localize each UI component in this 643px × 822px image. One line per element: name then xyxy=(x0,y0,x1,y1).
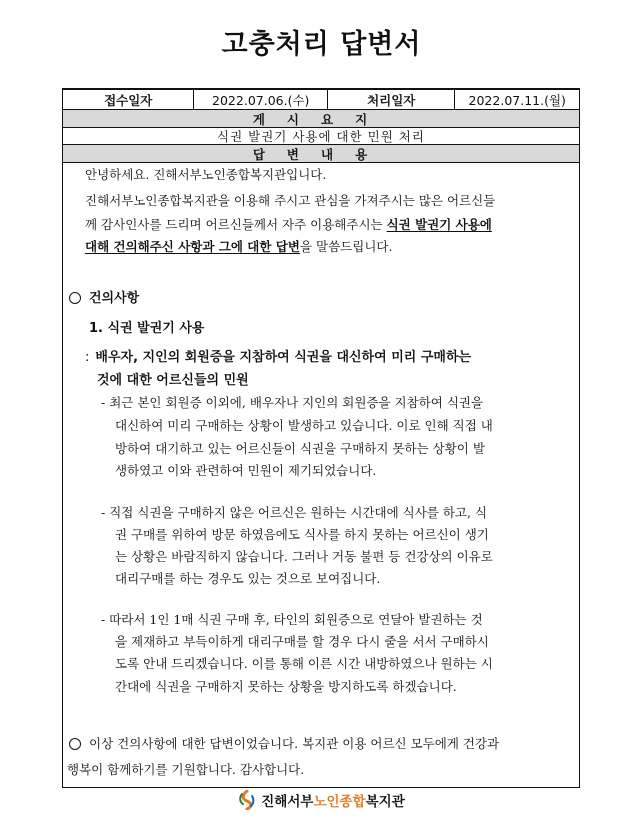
receipt-date-label: 접수일자 xyxy=(63,90,194,109)
bullet-2-line-4: 대리구매를 하는 경우도 있는 것으로 보여집니다. xyxy=(115,571,381,586)
receipt-date-value: 2022.07.06.(수) xyxy=(194,90,327,109)
org-name-part-1: 진해서부 xyxy=(261,794,314,810)
bullet-1-line-3: 방하여 대기하고 있는 어르신들이 식권을 구매하지 못하는 상황이 발 xyxy=(115,441,485,456)
bullet-1-line-2: 대신하여 미리 구매하는 상황이 발생하고 있습니다. 이로 인해 직접 내 xyxy=(115,418,493,433)
closing-line-1: 이상 건의사항에 대한 답변이었습니다. 복지관 이용 어르신 모두에게 건강과 xyxy=(69,733,499,755)
intro-line-3-emphasis: 식권 발권기 사용에 xyxy=(386,217,492,232)
bullet-2-line-3: 는 상황은 바람직하지 않습니다. 그러나 거동 불편 등 건강상의 이유로 xyxy=(115,549,493,564)
bullet-3-line-1: - 따라서 1인 1매 식권 구매 후, 타인의 회원증으로 연달아 발권하는 것 xyxy=(101,612,483,627)
bullet-2-line-2: 권 구매를 위하여 방문 하였음에도 식사를 하지 못하는 어르신이 생기 xyxy=(115,527,489,542)
sub-item-line-2: 것에 대한 어르신들의 민원 xyxy=(97,373,249,388)
circle-bullet-icon xyxy=(69,738,81,750)
footer-org xyxy=(0,790,643,814)
item-heading: 1. 식권 발권기 사용 xyxy=(89,321,205,336)
sub-item-marker: : xyxy=(85,350,90,365)
intro-line-1: 안녕하세요. 진해서부노인종합복지관입니다. xyxy=(85,167,327,182)
answer-heading: 답변내용 xyxy=(63,145,579,163)
process-date-label: 처리일자 xyxy=(328,90,456,109)
sub-item-line-1: : 배우자, 지인의 회원증을 지참하여 식권을 대신하여 미리 구매하는 xyxy=(85,350,472,365)
org-name-part-2: 노인종합 xyxy=(313,794,366,810)
section-heading: 건의사항 xyxy=(69,288,139,310)
form-frame xyxy=(62,88,580,788)
document-title: 고충처리 답변서 xyxy=(221,29,422,60)
intro-line-4-text: 을 말씀드립니다. xyxy=(299,239,393,254)
process-date-value: 2022.07.11.(월) xyxy=(468,92,566,108)
bullet-3-line-3: 도록 안내 드리겠습니다. 이를 통해 이른 시간 내방하였으나 원하는 시 xyxy=(115,656,493,671)
bullet-2-line-1: - 직접 식권을 구매하지 않은 어르신은 원하는 시간대에 식사를 하고, 식 xyxy=(101,505,488,520)
bullet-3-line-2: 을 제재하고 부득이하게 대리구매를 할 경우 다시 줄을 서서 구매하시 xyxy=(115,634,489,649)
bullet-1-line-4: 생하였고 이와 관련하여 민원이 제기되었습니다. xyxy=(115,463,377,478)
intro-line-4-emphasis: 대해 건의해주신 사항과 그에 대한 답변 xyxy=(85,239,300,254)
intro-line-4 xyxy=(85,236,392,258)
summary-text: 식권 발권기 사용에 대한 민원 처리 xyxy=(63,128,579,145)
intro-line-2: 진해서부노인종합복지관을 이용해 주시고 관심을 가져주시는 많은 어르신들 xyxy=(85,193,496,208)
closing-line-2: 행복이 함께하기를 기원합니다. 감사합니다. xyxy=(67,762,305,777)
intro-line-3 xyxy=(85,214,492,236)
welfare-center-logo-icon xyxy=(238,790,256,814)
date-row xyxy=(63,90,579,110)
circle-bullet-icon xyxy=(69,292,81,304)
bullet-3-line-4: 간대에 식권을 구매하지 못하는 상황을 방지하도록 하겠습니다. xyxy=(115,679,457,694)
intro-line-3-text: 께 감사인사를 드리며 어르신들께서 자주 이용해주시는 xyxy=(85,217,387,232)
summary-heading: 게시요지 xyxy=(63,110,579,128)
bullet-1-line-1: - 최근 본인 회원증 이외에, 배우자나 지인의 회원증을 지참하여 식권을 xyxy=(101,395,484,410)
org-name-part-3: 복지관 xyxy=(365,794,405,810)
